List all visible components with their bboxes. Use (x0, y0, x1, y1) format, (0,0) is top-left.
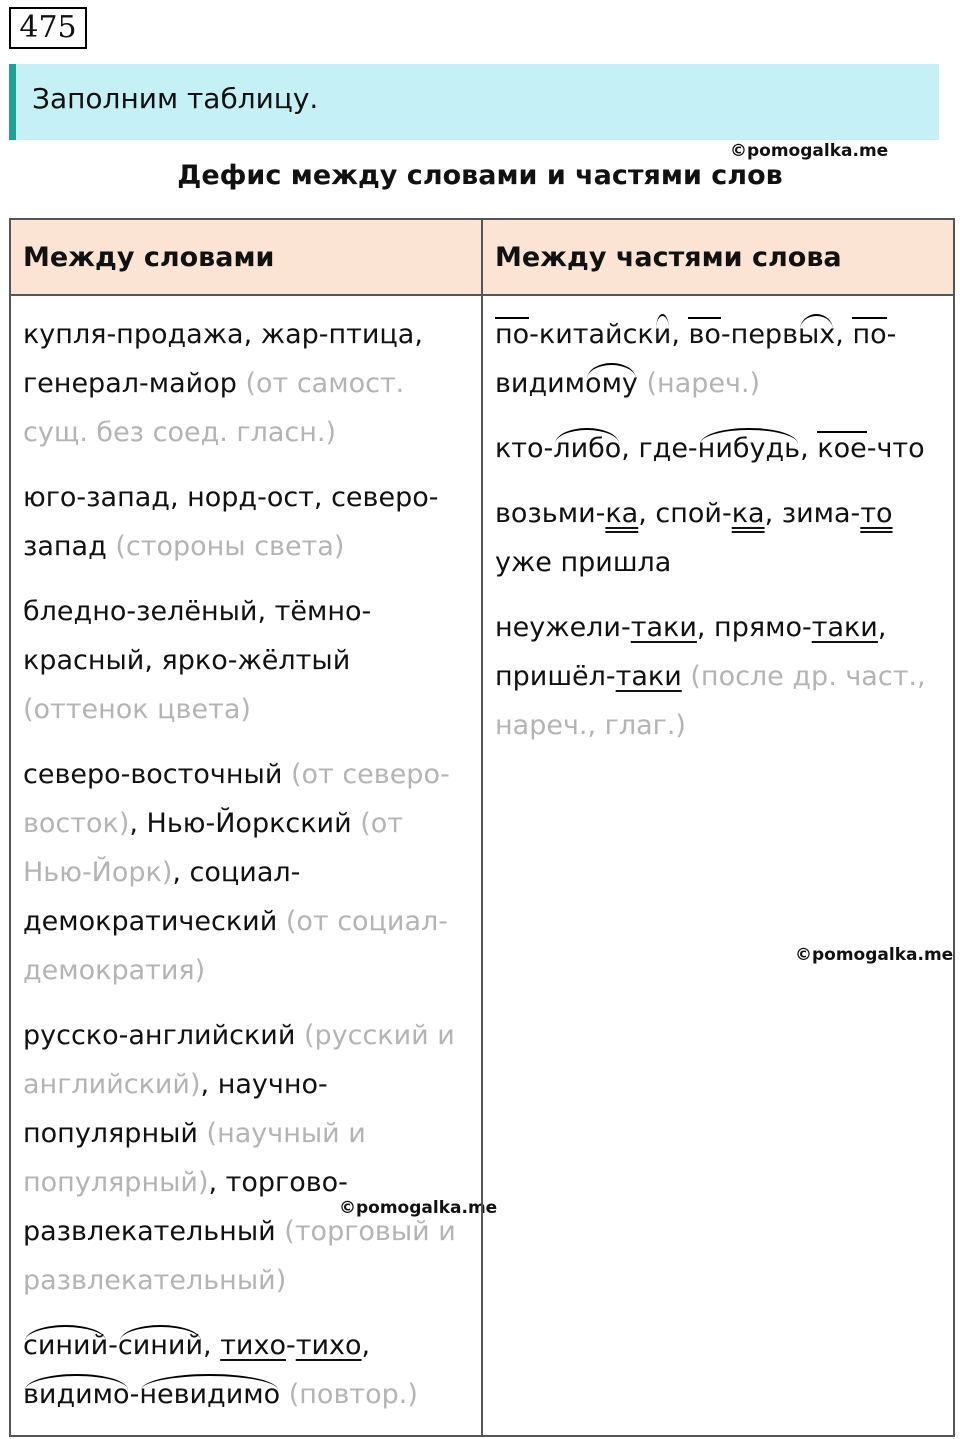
example-text: возьми- (495, 498, 606, 529)
root-marked-word: синий (23, 1321, 108, 1370)
particle-mark: ка (731, 498, 765, 529)
header-row (10, 219, 954, 295)
watermark: ©pomogalka.me (795, 945, 954, 965)
rule-note: (от северо-восток) (23, 759, 450, 839)
example-text: юго-запад, норд-ост, северо-запад (23, 482, 439, 562)
column-header-right: Между частями слова (482, 219, 954, 295)
example-text: - (108, 1330, 118, 1361)
example-text: , где- (621, 433, 698, 464)
list-item (23, 1321, 469, 1419)
example-text: , прямо- (696, 612, 812, 643)
example-text: уже пришла (495, 547, 672, 578)
particle-mark: таки (630, 612, 697, 643)
list-item (495, 489, 941, 587)
example-text: северо-восточный (23, 759, 291, 790)
rule-note: (русский и английский) (23, 1020, 455, 1100)
rule-note: (от социал-демократия) (23, 906, 449, 986)
prefix-mark: по (495, 319, 530, 350)
example-text: купля-продажа, жар-птица, генерал-майор (23, 319, 423, 399)
instruction-banner (9, 64, 939, 140)
underlined-word: тихо (220, 1330, 286, 1361)
underlined-word: тихо (295, 1330, 362, 1361)
watermark: ©pomogalka.me (730, 141, 889, 161)
particle-mark: таки (811, 612, 878, 643)
example-text: , пришёл- (495, 612, 887, 692)
rule-note: (нареч.) (637, 368, 761, 399)
example-text: русско-английский (23, 1020, 304, 1051)
example-text: , (203, 1330, 221, 1361)
rule-note: (оттенок цвета) (23, 694, 251, 725)
list-item (495, 424, 941, 473)
rule-note: (от Нью-Йорк) (23, 808, 404, 888)
prefix-mark: по (852, 319, 887, 350)
root-marked-word: видимо (23, 1370, 130, 1419)
list-item (23, 310, 469, 457)
ending-mark: и (654, 310, 672, 359)
particle-mark: ка (605, 498, 639, 529)
list-item (23, 1011, 469, 1305)
root-marked-word: синий (118, 1321, 203, 1370)
example-text: -китайск (529, 319, 654, 350)
content-row (10, 295, 954, 1436)
example-text: , (361, 1330, 371, 1361)
prefix-mark: во (688, 319, 721, 350)
hyphen-table (9, 218, 955, 1437)
example-text: - (129, 1379, 140, 1410)
example-text: -перв (720, 319, 798, 350)
rule-note: (от самост. сущ. без соед. гласн.) (23, 368, 405, 448)
ending-mark: ых (798, 310, 835, 359)
example-text: , научно-популярный (23, 1069, 328, 1149)
table-title: Дефис между словами и частями слов (177, 160, 783, 191)
particle-mark: таки (615, 661, 682, 692)
suffix-mark: нибудь (698, 424, 800, 473)
example-text: , зима- (764, 498, 861, 529)
example-text: , (671, 319, 689, 350)
example-text: кто- (495, 433, 554, 464)
rule-note: (научный и популярный) (23, 1118, 366, 1198)
ending-mark: ому (585, 359, 638, 408)
instruction-text: Заполним таблицу. (32, 82, 319, 115)
example-text: , спой- (638, 498, 732, 529)
left-column (10, 295, 482, 1436)
right-column (482, 295, 954, 1436)
particle-mark: то (860, 498, 893, 529)
watermark: ©pomogalka.me (339, 1198, 498, 1218)
example-text: , (835, 319, 853, 350)
root-marked-word: невидимо (139, 1370, 280, 1419)
list-item (23, 750, 469, 995)
example-text: , социал-демократический (23, 857, 301, 937)
list-item (23, 587, 469, 734)
example-text: , торгово-развлекательный (23, 1167, 348, 1247)
example-text: , Нью-Йоркский (129, 808, 361, 839)
rule-note: (после др. част., нареч., глаг.) (495, 661, 926, 741)
list-item (495, 603, 941, 750)
suffix-mark: либо (553, 424, 621, 473)
exercise-number: 475 (9, 7, 87, 49)
example-text: - (285, 1330, 296, 1361)
example-text: неужели- (495, 612, 631, 643)
rule-note: (повтор.) (280, 1379, 418, 1410)
rule-note: (стороны света) (115, 531, 345, 562)
column-header-left: Между словами (10, 219, 482, 295)
prefix-mark: кое (817, 433, 867, 464)
rule-note: (торговый и развлекательный) (23, 1216, 456, 1296)
list-item (495, 310, 941, 408)
example-text: , (800, 433, 818, 464)
example-text: -что (866, 433, 925, 464)
list-item (23, 473, 469, 571)
example-text: бледно-зелёный, тёмно-красный, ярко-жёлтый (23, 596, 372, 676)
example-text: -видим (495, 319, 897, 399)
